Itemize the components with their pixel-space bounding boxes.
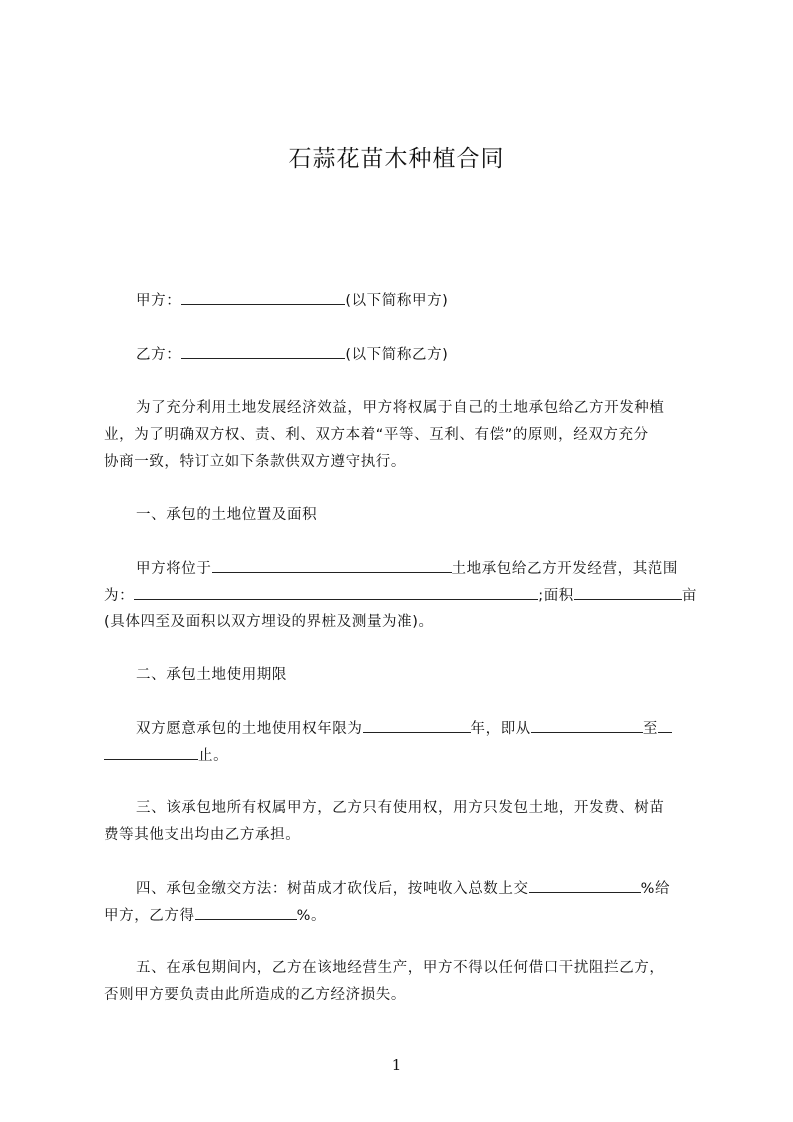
section-1-line-3: (具体四至及面积以双方埋设的界桩及测量为准)。 — [104, 614, 434, 630]
section-5-line-1: 五、在承包期间内，乙方在该地经营生产，甲方不得以任何借口干扰阻拦乙方， — [136, 960, 665, 976]
range-blank[interactable] — [134, 585, 538, 600]
section-4-line-2 — [104, 905, 700, 926]
document-title: 石蒜花苗木种植合同 — [288, 146, 505, 172]
intro-line-1: 为了充分利用土地发展经济效益，甲方将权属于自己的土地承包给乙方开发种植 — [136, 400, 665, 416]
location-blank[interactable] — [212, 558, 452, 573]
party-b-percent-blank[interactable] — [195, 905, 297, 920]
range-label: 土地承包给乙方开发经营，其范围 — [451, 561, 678, 577]
section-1-line-2 — [104, 585, 700, 606]
start-label: 年，即从 — [470, 721, 531, 737]
party-b-blank[interactable] — [181, 344, 345, 359]
range-prefix: 为： — [104, 588, 135, 604]
party-b-gets-label: 甲方，乙方得 — [104, 908, 195, 924]
payment-label: 四、承包金缴交方法：树苗成才砍伐后，按吨收入总数上交 — [136, 881, 529, 897]
party-a-line — [136, 290, 700, 311]
party-b-label: 乙方： — [136, 347, 182, 363]
party-a-label: 甲方： — [136, 293, 182, 309]
end-date-blank-a[interactable] — [658, 718, 672, 733]
section-1-heading: 一、承包的土地位置及面积 — [136, 507, 318, 523]
to-label: 至 — [642, 721, 659, 737]
party-b-line — [136, 344, 700, 365]
section-2-line-1 — [136, 718, 700, 739]
area-unit: 亩 — [681, 588, 697, 604]
location-label: 甲方将位于 — [136, 561, 212, 577]
section-2-heading: 二、承包土地使用期限 — [136, 667, 287, 683]
end-date-blank-b[interactable] — [104, 745, 198, 760]
intro-line-3: 协商一致，特订立如下条款供双方遵守执行。 — [104, 454, 406, 470]
section-2-line-2 — [104, 745, 700, 766]
party-a-percent-blank[interactable] — [529, 878, 641, 893]
area-blank[interactable] — [574, 585, 682, 600]
section-5-line-2: 否则甲方要负责由此所造成的乙方经济损失。 — [104, 987, 406, 1003]
party-a-suffix: (以下简称甲方) — [345, 293, 449, 309]
start-date-blank[interactable] — [531, 718, 643, 733]
term-label: 双方愿意承包的土地使用权年限为 — [136, 721, 363, 737]
section-1-line-1 — [136, 558, 700, 579]
end-suffix: 止。 — [198, 748, 229, 764]
section-4-line-1 — [136, 878, 700, 899]
term-years-blank[interactable] — [363, 718, 471, 733]
party-a-blank[interactable] — [181, 290, 345, 305]
percent-to-label: %给 — [640, 881, 671, 897]
section-3-line-1: 三、该承包地所有权属甲方，乙方只有使用权，用方只发包土地，开发费、树苗 — [136, 800, 665, 816]
page-number: 1 — [391, 1056, 402, 1074]
area-label: ;面积 — [538, 588, 574, 604]
party-b-suffix: (以下简称乙方) — [345, 347, 449, 363]
percent-suffix: %。 — [296, 908, 327, 924]
section-3-line-2: 费等其他支出均由乙方承担。 — [104, 827, 301, 843]
intro-line-2: 业，为了明确双方权、责、利、双方本着“平等、互利、有偿”的原则，经双方充分 — [104, 427, 649, 443]
